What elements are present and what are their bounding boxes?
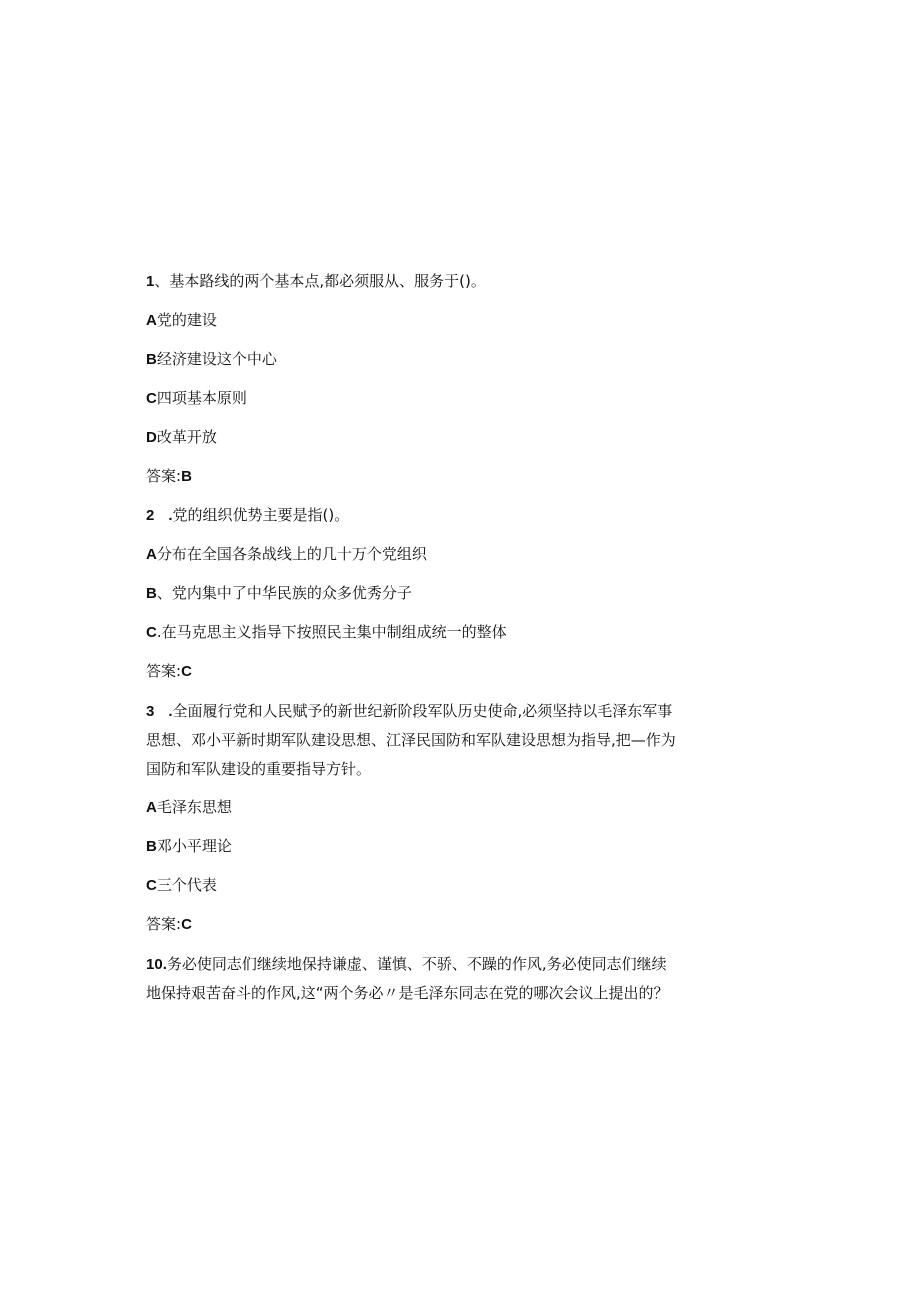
answer-label: 答案: xyxy=(146,915,182,933)
option-text: 分布在全国各条战线上的几十万个党组织 xyxy=(156,545,427,563)
option-letter: C xyxy=(146,624,157,641)
question-separator: 、 xyxy=(154,272,170,290)
option-letter: B xyxy=(146,585,157,602)
answer-label: 答案: xyxy=(146,662,182,680)
answer-value: B xyxy=(181,468,192,485)
question-number: 10 xyxy=(146,956,163,973)
option-d xyxy=(146,424,706,451)
question-10 xyxy=(146,950,706,1008)
question-separator: . xyxy=(162,956,167,973)
option-text: 、党内集中了中华民族的众多优秀分子 xyxy=(156,584,412,602)
option-letter: A xyxy=(146,546,157,563)
option-a xyxy=(146,541,706,568)
answer-value: C xyxy=(181,916,192,933)
answer-label: 答案: xyxy=(146,467,182,485)
option-c xyxy=(146,619,706,646)
option-b xyxy=(146,346,706,373)
question-number: 1 xyxy=(146,273,155,290)
answer-line xyxy=(146,463,706,490)
option-text: 改革开放 xyxy=(156,428,217,446)
question-text: 党的组织优势主要是指()。 xyxy=(172,506,350,524)
question-separator: . xyxy=(168,507,173,524)
question-text: 务必使同志们继续地保持谦虚、谨慎、不骄、不躁的作风,务必使同志们继续 xyxy=(166,955,667,973)
option-text: .在马克思主义指导下按照民主集中制组成统一的整体 xyxy=(156,623,507,641)
question-3 xyxy=(146,697,706,784)
question-separator: . xyxy=(168,703,173,720)
option-text: 邓小平理论 xyxy=(156,837,232,855)
question-2 xyxy=(146,502,706,529)
option-letter: B xyxy=(146,351,157,368)
question-text: 全面履行党和人民赋予的新世纪新阶段军队历史使命,必须坚持以毛泽东军事 xyxy=(172,702,673,720)
option-b xyxy=(146,833,706,860)
option-text: 四项基本原则 xyxy=(156,389,247,407)
option-text: 经济建设这个中心 xyxy=(156,350,277,368)
option-b xyxy=(146,580,706,607)
option-letter: C xyxy=(146,877,157,894)
question-line-3: 国防和军队建设的重要指导方针。 xyxy=(146,760,372,778)
option-letter: A xyxy=(146,799,157,816)
option-text: 毛泽东思想 xyxy=(156,798,232,816)
option-letter: C xyxy=(146,390,157,407)
answer-line xyxy=(146,658,706,685)
option-letter: A xyxy=(146,312,157,329)
answer-line xyxy=(146,911,706,938)
option-letter: B xyxy=(146,838,157,855)
question-number: 2 xyxy=(146,507,155,524)
question-text: 基本路线的两个基本点,都必须服从、服务于()。 xyxy=(169,272,486,290)
option-a xyxy=(146,794,706,821)
answer-value: C xyxy=(181,663,192,680)
question-line-1 xyxy=(146,697,706,726)
option-text: 党的建设 xyxy=(156,311,217,329)
option-c xyxy=(146,872,706,899)
question-line-1 xyxy=(146,950,706,979)
document-page xyxy=(146,268,706,1018)
question-line-2: 地保持艰苦奋斗的作风,这“两个务必〃是毛泽东同志在党的哪次会议上提出的？ xyxy=(146,984,669,1002)
question-line-2: 思想、邓小平新时期军队建设思想、江泽民国防和军队建设思想为指导,把—作为 xyxy=(146,731,676,749)
question-1 xyxy=(146,268,706,295)
option-text: 三个代表 xyxy=(156,876,217,894)
question-number: 3 xyxy=(146,703,155,720)
option-letter: D xyxy=(146,429,157,446)
option-a xyxy=(146,307,706,334)
option-c xyxy=(146,385,706,412)
